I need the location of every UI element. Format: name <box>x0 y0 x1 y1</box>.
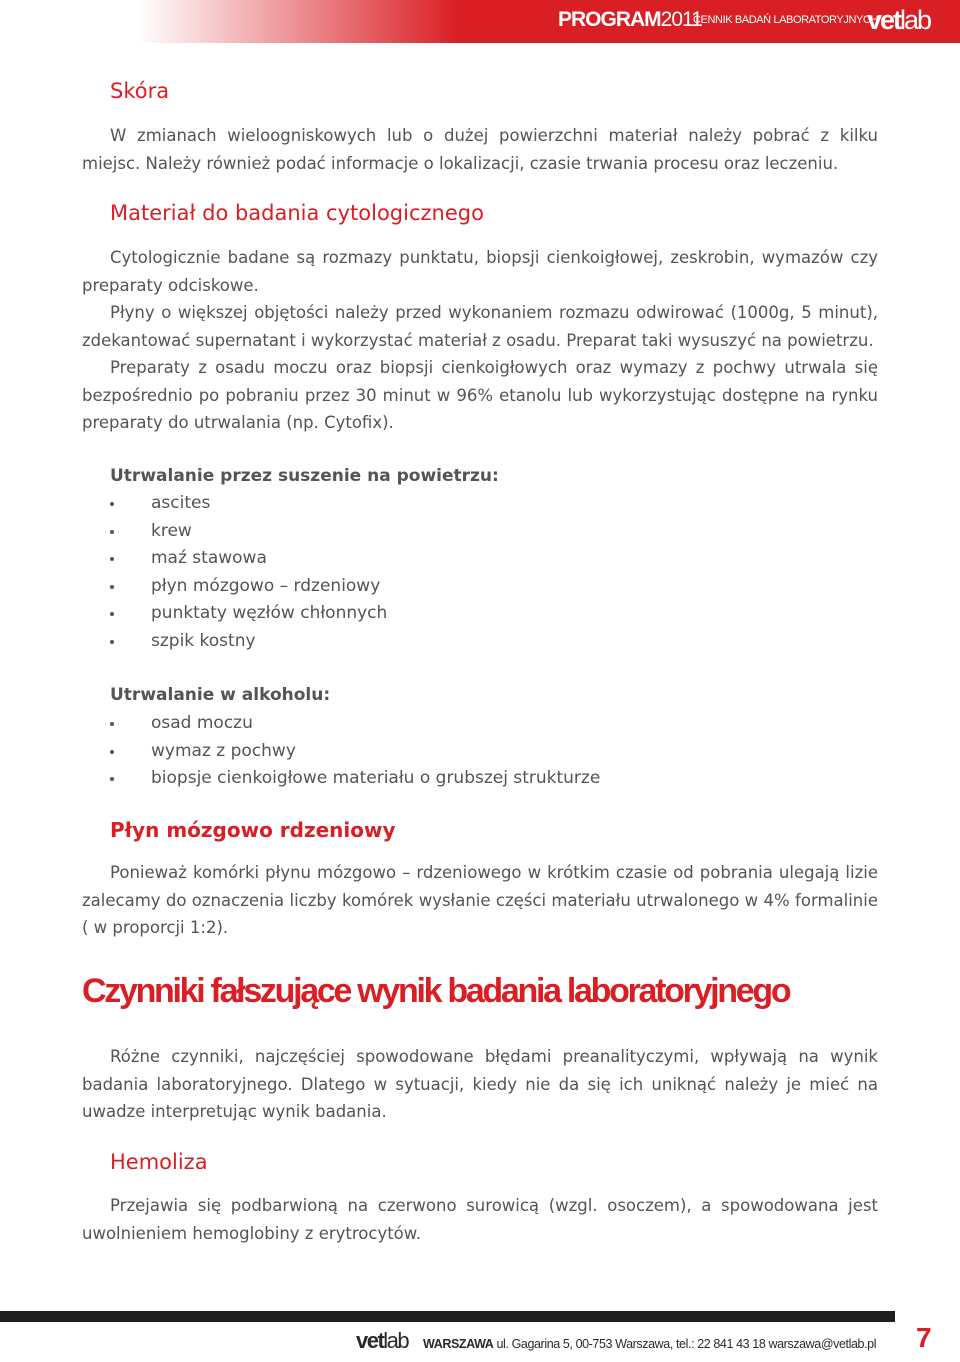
section-title-czynniki: Czynniki fałszujące wynik badania laboratoryjnego <box>82 972 790 1010</box>
list-item: płyn mózgowo – rdzeniowy <box>110 573 387 601</box>
list-item: maź stawowa <box>110 545 387 573</box>
list-item: osad moczu <box>110 710 600 738</box>
header-logo <box>867 5 930 36</box>
paragraph-plyn: Ponieważ komórki płynu mózgowo – rdzeniowego w krótkim czasie od pobrania ulegają lizie zalecamy do oznaczenia liczby komórek wysłanie części materiału utrwalonego w 4% formalinie ( w proporcji 1:2). <box>82 863 878 937</box>
footer-logo-vet: vet <box>356 1328 384 1353</box>
paragraph-material-3: Preparaty z osadu moczu oraz biopsji cienkoigłowych oraz wymazy z pochwy utrwala się bezpośrednio po pobraniu przez 30 minut w 96% etanolu lub wykorzystując dostępne na rynku preparaty do utrwalania (np. Cytofix). <box>82 358 878 432</box>
header-program-year: 2011 <box>660 8 702 31</box>
footer-bar <box>0 1311 895 1322</box>
page-number: 7 <box>916 1322 932 1353</box>
heading-air-dry: Utrwalanie przez suszenie na powietrzu: <box>110 466 499 486</box>
footer-city: WARSZAWA <box>423 1337 494 1351</box>
list-item: krew <box>110 518 387 546</box>
heading-material: Materiał do badania cytologicznego <box>110 201 484 225</box>
heading-skora: Skóra <box>110 79 170 103</box>
footer-logo <box>356 1328 408 1354</box>
heading-alcohol: Utrwalanie w alkoholu: <box>110 685 331 705</box>
paragraph-hemoliza: Przejawia się podbarwioną na czerwono surowicą (wzgl. osoczem), a spowodowana jest uwolnieniem hemoglobiny z erytrocytów. <box>82 1196 878 1243</box>
paragraph-material-1: Cytologicznie badane są rozmazy punktatu, biopsji cienkoigłowej, zeskrobin, wymazów czy preparaty odciskowe. <box>82 248 878 295</box>
header-program-word: PROGRAM <box>558 8 661 31</box>
list-item: ascites <box>110 490 387 518</box>
header-logo-vet: vet <box>867 5 901 35</box>
paragraph-czynniki: Różne czynniki, najczęściej spowodowane błędami preanalityczymi, wpływają na wynik badania laboratoryjnego. Dlatego w sytuacji, kiedy nie da się ich uniknąć należy je mieć na uwadze interpretując wynik badania. <box>82 1047 878 1121</box>
header-fade <box>0 0 460 43</box>
heading-hemoliza: Hemoliza <box>110 1150 208 1174</box>
paragraph-material-2: Płyny o większej objętości należy przed wykonaniem rozmazu odwirować (1000g, 5 minut), zdekantować supernatant i wykorzystać materiał z osadu. Preparat taki wysuszyć na powietrzu. <box>82 303 878 350</box>
header-subtitle: CENNIK BADAŃ LABORATORYJNYCH <box>693 14 879 26</box>
list-item: wymaz z pochwy <box>110 738 600 766</box>
heading-plyn: Płyn mózgowo rdzeniowy <box>110 818 396 842</box>
footer-address <box>423 1337 876 1351</box>
footer-logo-lab: lab <box>383 1328 409 1353</box>
header-program <box>558 8 702 32</box>
list-alcohol <box>110 710 600 793</box>
list-item: szpik kostny <box>110 628 387 656</box>
list-item: biopsje cienkoigłowe materiału o grubszej strukturze <box>110 765 600 793</box>
header-logo-lab: lab <box>900 5 931 35</box>
list-air-dry <box>110 490 387 655</box>
list-item: punktaty węzłów chłonnych <box>110 600 387 628</box>
paragraph-skora: W zmianach wieloogniskowych lub o dużej powierzchni materiał należy pobrać z kilku miejsc. Należy również podać informacje o lokalizacji, czasie trwania procesu oraz leczeniu. <box>82 126 878 173</box>
footer-address-text: ul. Gagarina 5, 00-753 Warszawa, tel.: 22 841 43 18 warszawa@vetlab.pl <box>496 1337 877 1351</box>
